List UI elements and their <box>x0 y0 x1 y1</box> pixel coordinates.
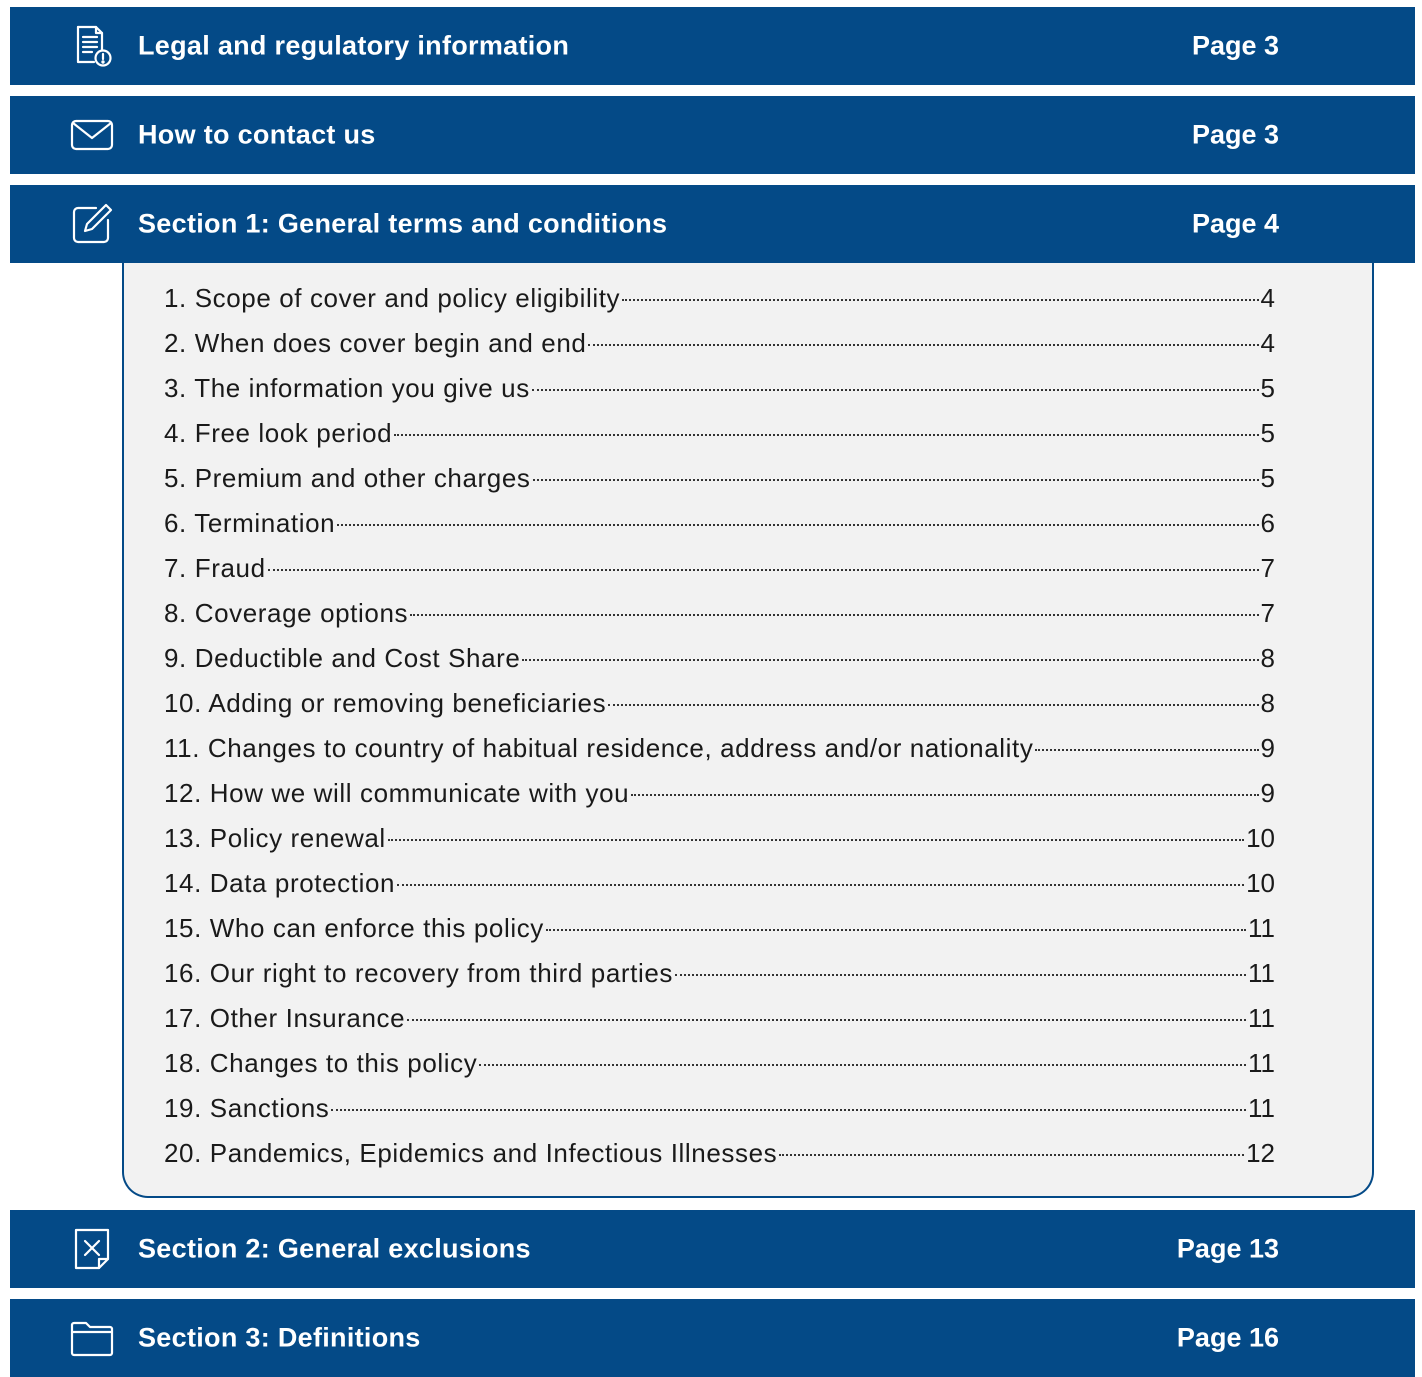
toc-entry-page: 11 <box>1248 1003 1275 1033</box>
toc-entry[interactable] <box>164 283 1275 328</box>
toc-entry[interactable] <box>164 643 1275 688</box>
document-x-icon <box>70 1227 114 1271</box>
toc-entry[interactable] <box>164 688 1275 733</box>
section-title: Legal and regulatory information <box>138 30 570 61</box>
toc-entry-page: 9 <box>1260 778 1275 808</box>
section-bar-general-terms[interactable] <box>10 185 1415 263</box>
toc-entry-page: 10 <box>1246 868 1275 898</box>
toc-list <box>164 283 1275 1183</box>
toc-entry[interactable] <box>164 328 1275 373</box>
toc-dot-leader <box>532 389 1259 391</box>
toc-entry[interactable] <box>164 958 1275 1003</box>
toc-entry-page: 8 <box>1260 643 1275 673</box>
document-alert-icon <box>70 24 114 68</box>
toc-dot-leader <box>546 929 1246 931</box>
toc-entry[interactable] <box>164 1048 1275 1093</box>
toc-dot-leader <box>608 704 1258 706</box>
toc-dot-leader <box>410 614 1258 616</box>
toc-entry-label: 11. Changes to country of habitual residence, address and/or nationality <box>164 733 1034 763</box>
section-page-number: Page 13 <box>1176 1233 1279 1264</box>
section-bar-legal[interactable] <box>10 7 1415 85</box>
toc-entry[interactable] <box>164 553 1275 598</box>
toc-entry[interactable] <box>164 373 1275 418</box>
toc-panel <box>122 263 1374 1198</box>
toc-dot-leader <box>407 1019 1246 1021</box>
toc-entry-page: 11 <box>1248 958 1275 988</box>
toc-entry-page: 5 <box>1260 418 1275 448</box>
toc-entry[interactable] <box>164 1093 1275 1138</box>
folder-icon <box>70 1316 114 1360</box>
section-bar-contact[interactable] <box>10 96 1415 174</box>
toc-entry-page: 11 <box>1248 1048 1275 1078</box>
section-title: Section 3: Definitions <box>138 1322 421 1353</box>
toc-entry[interactable] <box>164 598 1275 643</box>
toc-entry-label: 19. Sanctions <box>164 1093 330 1123</box>
toc-entry-label: 1. Scope of cover and policy eligibility <box>164 283 621 313</box>
toc-entry[interactable] <box>164 913 1275 958</box>
toc-entry[interactable] <box>164 733 1275 778</box>
toc-entry-label: 7. Fraud <box>164 553 266 583</box>
toc-entry-label: 4. Free look period <box>164 418 393 448</box>
toc-entry-page: 9 <box>1260 733 1275 763</box>
toc-entry[interactable] <box>164 418 1275 463</box>
toc-entry-page: 11 <box>1248 913 1275 943</box>
toc-entry-label: 10. Adding or removing beneficiaries <box>164 688 607 718</box>
toc-dot-leader <box>268 569 1259 571</box>
toc-entry-label: 14. Data protection <box>164 868 396 898</box>
section-page-number: Page 4 <box>1191 208 1279 239</box>
toc-entry[interactable] <box>164 1138 1275 1183</box>
toc-entry-page: 11 <box>1248 1093 1275 1123</box>
toc-entry-label: 8. Coverage options <box>164 598 409 628</box>
toc-entry-label: 16. Our right to recovery from third parties <box>164 958 674 988</box>
toc-dot-leader <box>779 1154 1244 1156</box>
toc-entry-label: 15. Who can enforce this policy <box>164 913 544 943</box>
toc-entry-label: 3. The information you give us <box>164 373 530 403</box>
toc-entry[interactable] <box>164 823 1275 868</box>
toc-dot-leader <box>394 434 1258 436</box>
toc-entry-label: 12. How we will communicate with you <box>164 778 630 808</box>
toc-dot-leader <box>675 974 1246 976</box>
toc-entry[interactable] <box>164 1003 1275 1048</box>
toc-entry[interactable] <box>164 508 1275 553</box>
toc-dot-leader <box>631 794 1258 796</box>
toc-entry[interactable] <box>164 463 1275 508</box>
toc-dot-leader <box>622 299 1258 301</box>
toc-dot-leader <box>331 1109 1246 1111</box>
toc-entry-label: 5. Premium and other charges <box>164 463 531 493</box>
toc-entry-page: 4 <box>1260 283 1275 313</box>
edit-pencil-icon <box>70 202 114 246</box>
toc-dot-leader <box>522 659 1258 661</box>
section-title: How to contact us <box>138 119 376 150</box>
section-title: Section 1: General terms and conditions <box>138 208 668 239</box>
toc-entry-page: 12 <box>1246 1138 1275 1168</box>
toc-entry-page: 10 <box>1246 823 1275 853</box>
toc-entry-label: 20. Pandemics, Epidemics and Infectious Illnesses <box>164 1138 778 1168</box>
section-title: Section 2: General exclusions <box>138 1233 531 1264</box>
envelope-icon <box>70 113 114 157</box>
section-page-number: Page 3 <box>1191 119 1279 150</box>
toc-entry-label: 2. When does cover begin and end <box>164 328 587 358</box>
section-bar-definitions[interactable] <box>10 1299 1415 1377</box>
toc-entry-page: 7 <box>1260 553 1275 583</box>
toc-entry-label: 13. Policy renewal <box>164 823 386 853</box>
toc-entry-label: 6. Termination <box>164 508 336 538</box>
toc-dot-leader <box>397 884 1244 886</box>
section-bar-exclusions[interactable] <box>10 1210 1415 1288</box>
toc-dot-leader <box>479 1064 1246 1066</box>
toc-entry-label: 9. Deductible and Cost Share <box>164 643 521 673</box>
section-page-number: Page 3 <box>1191 30 1279 61</box>
toc-dot-leader <box>337 524 1258 526</box>
toc-entry[interactable] <box>164 778 1275 823</box>
toc-entry-page: 7 <box>1260 598 1275 628</box>
section-page-number: Page 16 <box>1176 1322 1279 1353</box>
toc-dot-leader <box>533 479 1259 481</box>
toc-entry-page: 5 <box>1260 463 1275 493</box>
toc-entry-page: 5 <box>1260 373 1275 403</box>
toc-dot-leader <box>388 839 1244 841</box>
toc-entry-page: 8 <box>1260 688 1275 718</box>
toc-entry-page: 6 <box>1260 508 1275 538</box>
toc-entry-page: 4 <box>1260 328 1275 358</box>
toc-entry-label: 17. Other Insurance <box>164 1003 406 1033</box>
toc-dot-leader <box>1035 749 1258 751</box>
toc-entry[interactable] <box>164 868 1275 913</box>
toc-entry-label: 18. Changes to this policy <box>164 1048 478 1078</box>
toc-dot-leader <box>588 344 1258 346</box>
